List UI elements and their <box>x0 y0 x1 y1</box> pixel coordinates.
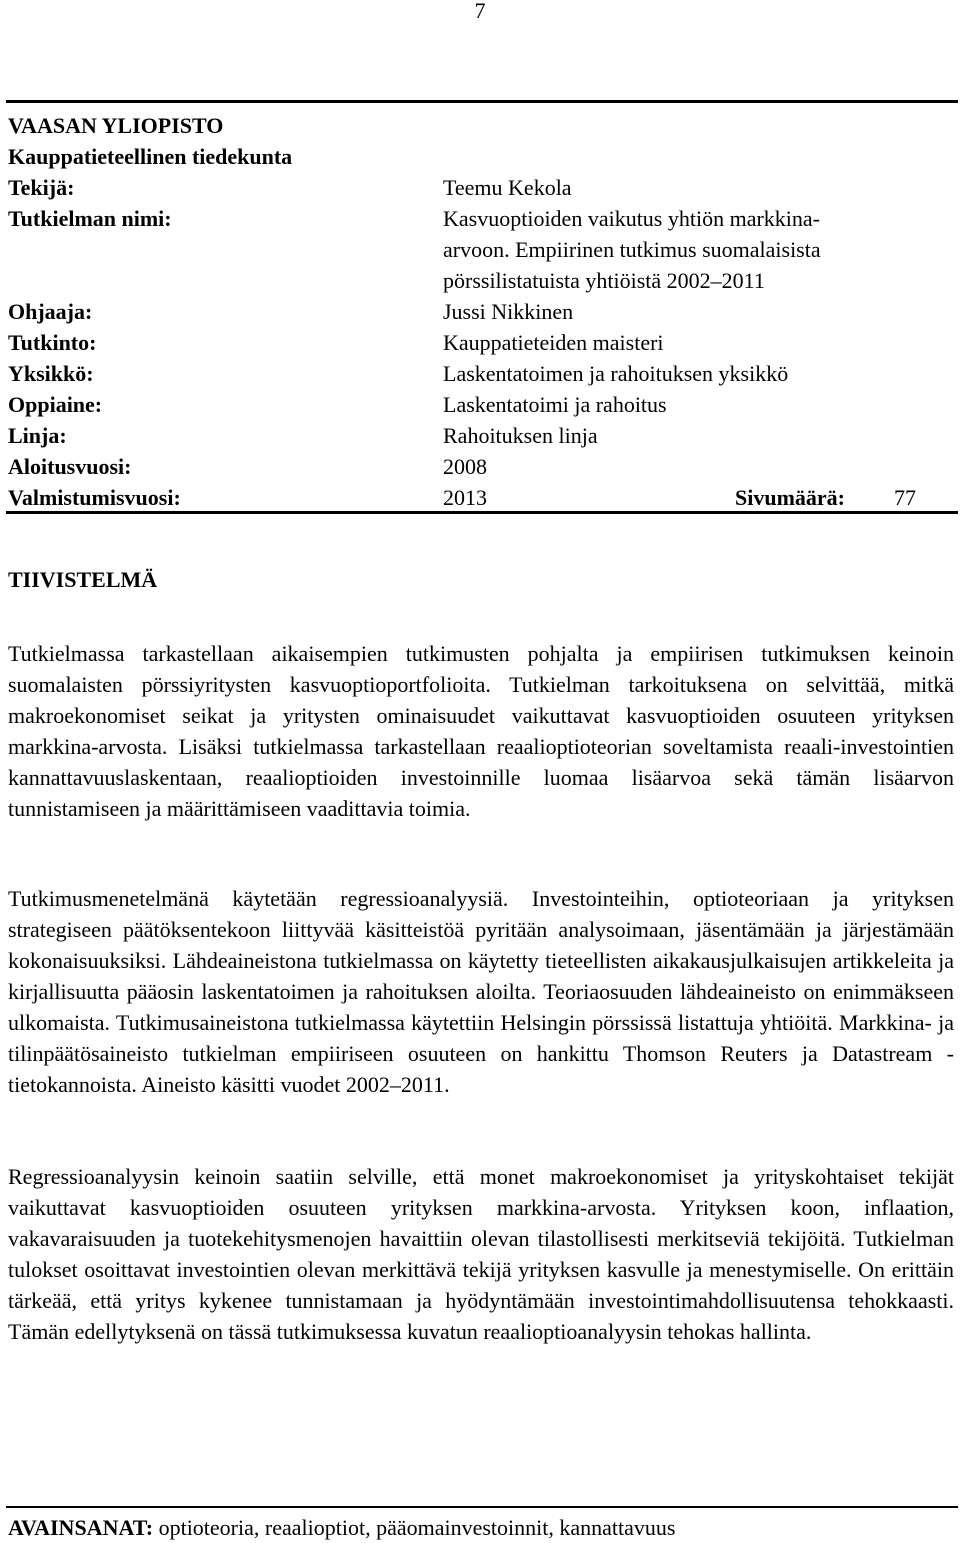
subject-label: Oppiaine: <box>8 392 103 417</box>
abstract-paragraph-2: Tutkimusmenetelmänä käytetään regressioanalyysiä. Investointeihin, optioteoriaan ja yrityksen strategiseen päätöksentekoon liittyvää käsitteistöä pyritään analysoimaan, jäsentämään ja järjestämään kokonaisuuksiksi. Lähdeaineistona tutkielmassa on käytetty tieteellisten aikakausjulkaisujen artikkeleita ja kirjallisuutta pääosin laskentatoimen ja rahoituksen aloilta. Teoriaosuuden lähdeaineisto on enimmäkseen ulkomaista. Tutkimusaineistona tutkielmassa käytettiin Helsingin pörssissä listattuja yhtiöitä. Markkina- ja tilinpäätösaineisto tutkielman empiiriseen osuuteen on hankittu Thomson Reuters ja Datastream -tietokannoista. Aineisto käsitti vuodet 2002–2011. <box>8 886 954 1097</box>
thesis-title-row <box>8 203 958 234</box>
subject-value: Laskentatoimi ja rahoitus <box>443 392 667 417</box>
unit-label: Yksikkö: <box>8 361 94 386</box>
supervisor-row <box>8 296 958 327</box>
study-line-value: Rahoituksen linja <box>443 423 598 448</box>
degree-row <box>8 327 958 358</box>
degree-label: Tutkinto: <box>8 330 97 355</box>
page-count-value: 77 <box>894 485 916 510</box>
abstract-paragraph-3: Regressioanalyysin keinoin saatiin selville, että monet makroekonomiset ja yrityskohtaiset tekijät vaikuttavat kasvuoptioiden osuuteen yrityksen markkina-arvosta. Yrityksen koon, inflaation, vakavaraisuuden ja tuotekehitysmenojen havaittiin olevan tilastollisesti merkitseviä tekijöitä. Tutkielman tulokset osoittavat investointien olevan merkittävä tekijä yrityksen kasvulle ja menestymiselle. On erittäin tärkeää, että yritys kykenee tunnistamaan ja hyödyntämään investointimahdollisuutensa tehokkaasti. Tämän edellytyksenä on tässä tutkimuksessa kuvatun reaalioptioanalyysin tehokas hallinta. <box>8 1164 954 1344</box>
supervisor-label: Ohjaaja: <box>8 299 93 324</box>
university-name: VAASAN YLIOPISTO <box>8 113 224 138</box>
faculty-name: Kauppatieteellinen tiedekunta <box>8 144 293 169</box>
graduation-year-row <box>8 482 958 513</box>
unit-row <box>8 358 958 389</box>
start-year-row <box>8 451 958 482</box>
abstract-paragraph-1-block <box>8 638 954 824</box>
subject-row <box>8 389 958 420</box>
metadata-bottom-rule <box>6 511 958 514</box>
abstract-paragraph-2-block <box>8 883 954 1100</box>
start-year-label: Aloitusvuosi: <box>8 454 132 479</box>
author-row <box>8 172 958 203</box>
thesis-title-line-3: pörssilistatuista yhtiöistä 2002–2011 <box>443 268 765 293</box>
keywords-line <box>8 1512 675 1543</box>
thesis-title-label: Tutkielman nimi: <box>8 206 172 231</box>
graduation-year-value: 2013 <box>443 485 487 510</box>
degree-value: Kauppatieteiden maisteri <box>443 330 664 355</box>
page-count-label: Sivumäärä: <box>735 485 845 510</box>
top-rule <box>6 100 958 103</box>
page-number: 7 <box>474 0 486 23</box>
thesis-title-line-2: arvoon. Empiirinen tutkimus suomalaisista <box>443 237 821 262</box>
abstract-paragraph-3-block <box>8 1161 954 1347</box>
keywords-label: AVAINSANAT: <box>8 1515 154 1540</box>
supervisor-value: Jussi Nikkinen <box>443 299 574 324</box>
author-value: Teemu Kekola <box>443 175 572 200</box>
study-line-label: Linja: <box>8 423 67 448</box>
graduation-year-label: Valmistumisvuosi: <box>8 485 181 510</box>
thesis-metadata <box>8 110 958 513</box>
keywords-top-rule <box>6 1506 958 1508</box>
thesis-title-line-1: Kasvuoptioiden vaikutus yhtiön markkina- <box>443 206 820 231</box>
keywords-value: optioteoria, reaalioptiot, pääomainvestoinnit, kannattavuus <box>158 1515 676 1540</box>
abstract-title: TIIVISTELMÄ <box>8 567 158 592</box>
abstract-paragraph-1: Tutkielmassa tarkastellaan aikaisempien tutkimusten pohjalta ja empiirisen tutkimuksen keinoin suomalaisten pörssiyritysten kasvuoptioportfolioita. Tutkielman tarkoituksena on selvittää, mitkä makroekonomiset seikat ja yritysten ominaisuudet vaikuttavat kasvuoptioiden osuuteen yrityksen markkina-arvosta. Lisäksi tutkielmassa tarkastellaan reaalioptioteorian soveltamista reaali-investointien kannattavuuslaskentaan, reaalioptioiden investoinnille luomaa lisäarvoa sekä tämän lisäarvon tunnistamiseen ja määrittämiseen vaadittavia toimia. <box>8 641 954 821</box>
unit-value: Laskentatoimen ja rahoituksen yksikkö <box>443 361 789 386</box>
author-label: Tekijä: <box>8 175 75 200</box>
start-year-value: 2008 <box>443 454 487 479</box>
study-line-row <box>8 420 958 451</box>
